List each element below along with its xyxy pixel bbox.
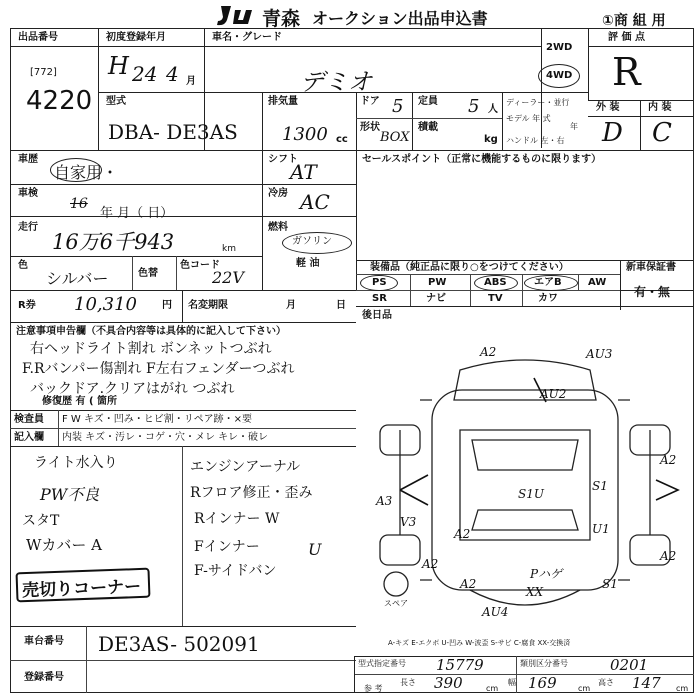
warranty-value: 有・無 [634, 285, 671, 299]
notes-line-2: F.Rバンパー傷割れ F左右フェンダーつぶれ [22, 361, 295, 377]
equip-airbag: エアB [534, 277, 562, 288]
inspection-date: 年 月（ 日） [100, 206, 174, 221]
remark-right-2: Rフロア修正・歪み [190, 485, 313, 501]
seats-unit: 人 [488, 104, 498, 115]
width-unit: cm [578, 684, 591, 693]
fuel-label: 燃料 [268, 222, 288, 233]
damage-mark: S1U [518, 487, 544, 501]
remark-right-3: Rインナー W [194, 511, 280, 527]
damage-mark: S1 [592, 479, 608, 493]
damage-mark: A2 [454, 527, 471, 541]
damage-mark: U1 [592, 522, 610, 536]
sales-point-label: セールスポイント（正常に機能するものに限ります） [362, 154, 602, 165]
remark-left-4: Wカバー A [26, 536, 103, 554]
remark-bracket: U [308, 540, 322, 559]
recycle-label: R券 [18, 300, 36, 311]
displacement-value: 1300 [282, 124, 328, 145]
remark-right-4: Fインナー [194, 539, 260, 555]
history-circle [50, 158, 102, 182]
fuel-value: ガソリン [292, 236, 332, 247]
damage-mark: A3 [376, 494, 393, 508]
remark-left-2: PW不良 [40, 485, 100, 504]
mileage-label: 走行 [18, 222, 38, 233]
dealer-label: ディーラー・並行 [506, 98, 570, 107]
equip-abs: ABS [484, 277, 507, 288]
inspector-label: 検査員 [14, 414, 44, 425]
shape-value: BOX [380, 130, 410, 145]
notes-label: 注意事項申告欄（不具合内容等は具体的に記入して下さい） [16, 326, 286, 337]
damage-mark: A2 [660, 453, 677, 467]
warranty-label: 新車保証書 [626, 262, 676, 273]
displacement-unit: cc [336, 134, 348, 145]
height-label: 高さ [598, 678, 614, 687]
color-change-label: 色替 [138, 268, 158, 279]
interior-grade: C [652, 118, 672, 148]
handle-label: ハンドル 左・右 [506, 136, 565, 145]
notes-line-1: 右ヘッドライト割れ ボンネットつぶれ [30, 341, 272, 357]
model-year-label: モデル 年 式 [506, 114, 551, 123]
first-registration-label: 初度登録年月 [106, 32, 166, 43]
drive-2wd: 2WD [546, 42, 573, 53]
lot-number-label: 出品番号 [18, 32, 58, 43]
class-value: 0201 [610, 656, 649, 674]
equip-pw: PW [428, 277, 447, 288]
width-value: 169 [528, 674, 557, 692]
height-unit: cm [676, 684, 689, 693]
registration-year: 24 [132, 62, 158, 86]
car-damage-diagram [360, 330, 690, 630]
color-code-label: 色コード [180, 260, 220, 271]
exterior-label: 外 装 [596, 102, 620, 113]
evaluation-label: 評 価 点 [608, 32, 645, 43]
form-title: オークション出品申込書 [312, 9, 488, 28]
color-code-value: 22V [212, 268, 244, 287]
ref-label-1: 参 考 [364, 684, 383, 693]
damage-mark: AU2 [540, 387, 567, 401]
remark-left-3: スタT [22, 513, 60, 529]
model-spec-value: 15779 [436, 656, 484, 674]
damage-mark: AU3 [586, 347, 613, 361]
check-row-interior: 内装 キズ・汚レ・コゲ・穴・メレ キレ・破レ [62, 432, 269, 443]
damage-mark: A2 [422, 557, 439, 571]
shift-label: シフト [268, 154, 298, 165]
expiry-month: 月 [286, 300, 296, 311]
load-unit: kg [484, 134, 498, 145]
corner-label: ①商 組 用 [602, 13, 666, 29]
seats-value: 5 [468, 96, 480, 117]
model-year-unit: 年 [570, 122, 578, 131]
remark-right-1: エンジンアーナル [190, 459, 301, 475]
length-unit: cm [486, 684, 499, 693]
damage-mark: V3 [400, 515, 417, 529]
class-label: 類別区分番号 [520, 659, 568, 668]
width-label: 幅 [508, 678, 516, 687]
damage-mark: A2 [660, 549, 677, 563]
equip-navi: ナビ [426, 293, 446, 304]
car-name-value: デミオ [300, 68, 372, 96]
lot-small: [772] [30, 67, 57, 78]
clearance-stamp-text: 売切りコーナー [21, 576, 142, 602]
notes-line-3: バックドア.クリアはがれ つぶれ [30, 381, 235, 397]
height-value: 147 [632, 674, 661, 692]
doors-value: 5 [392, 96, 404, 117]
doors-label: ドア [360, 96, 380, 107]
spare-label: スペア [384, 599, 408, 608]
seats-label: 定員 [418, 96, 438, 107]
equip-ps: PS [372, 277, 387, 288]
damage-legend: A-キズ E-エクボ U-凹み W-波歪 S-サビ C-腐食 XX-交換済 [388, 639, 571, 647]
inspection-label: 車検 [18, 188, 38, 199]
entry-label: 記入欄 [14, 432, 44, 443]
registration-number-label: 登録番号 [24, 672, 64, 683]
damage-mark: Pハゲ [530, 567, 563, 581]
damage-mark: A2 [480, 345, 497, 359]
damage-mark: AU4 [482, 605, 509, 619]
color-value: シルバー [46, 269, 109, 288]
inspection-struck: 16 [70, 196, 88, 212]
repair-history-label: 修復歴 有 ( 箇所 [42, 396, 118, 407]
length-label: 長さ [400, 678, 416, 687]
car-name-label: 車名・グレード [212, 32, 282, 43]
drive-4wd: 4WD [546, 70, 573, 81]
recycle-value: 10,310 [74, 294, 137, 315]
chassis-number-value: DE3AS- 502091 [98, 632, 260, 656]
displacement-label: 排気量 [268, 96, 298, 107]
fuel-other: 軽 油 [296, 258, 320, 269]
model-spec-label: 型式指定番号 [358, 659, 406, 668]
chassis-number-label: 車台番号 [24, 636, 64, 647]
length-value: 390 [434, 674, 463, 692]
remark-right-5: F-サイドバン [194, 563, 277, 579]
lot-number: 4220 [26, 86, 93, 116]
history-value: 自家用・ [54, 163, 119, 182]
shift-value: AT [290, 160, 317, 184]
equip-leather: カワ [538, 293, 558, 304]
mileage-unit: km [222, 244, 236, 254]
equip-tv: TV [488, 293, 503, 304]
model-code-value: DBA- DE3AS [108, 120, 238, 144]
month-unit: 月 [186, 76, 196, 87]
expiry-label: 名変期限 [188, 300, 228, 311]
registration-month: 4 [166, 62, 179, 86]
color-label: 色 [18, 260, 28, 271]
org-name: 青森 [262, 8, 301, 30]
damage-mark: XX [526, 585, 544, 599]
interior-label: 内 装 [648, 102, 672, 113]
history-label: 車歴 [18, 154, 38, 165]
equip-aw: AW [588, 277, 607, 288]
shape-label: 形状 [360, 122, 380, 133]
equip-sr: SR [372, 293, 387, 304]
equipment-label: 装備品（純正品に限り○をつけてください） [370, 262, 569, 273]
ac-label: 冷房 [268, 188, 288, 199]
damage-mark: A2 [460, 577, 477, 591]
registration-era: H [108, 52, 129, 80]
later-items-label: 後日品 [362, 310, 392, 321]
mileage-value: 16万6千943 [52, 230, 175, 254]
model-code-label: 型式 [106, 96, 126, 107]
ju-logo [213, 2, 257, 28]
expiry-day: 日 [336, 300, 346, 311]
ac-value: AC [300, 190, 330, 214]
check-row-exterior: F W キズ・凹み・ヒビ割・リペア跡・×要 [62, 414, 252, 425]
evaluation-score: R [612, 50, 641, 94]
damage-mark: S1 [602, 577, 618, 591]
exterior-grade: D [602, 118, 623, 148]
recycle-unit: 円 [162, 300, 172, 311]
load-label: 積載 [418, 122, 438, 133]
remark-left-1: ライト水入り [34, 455, 118, 471]
